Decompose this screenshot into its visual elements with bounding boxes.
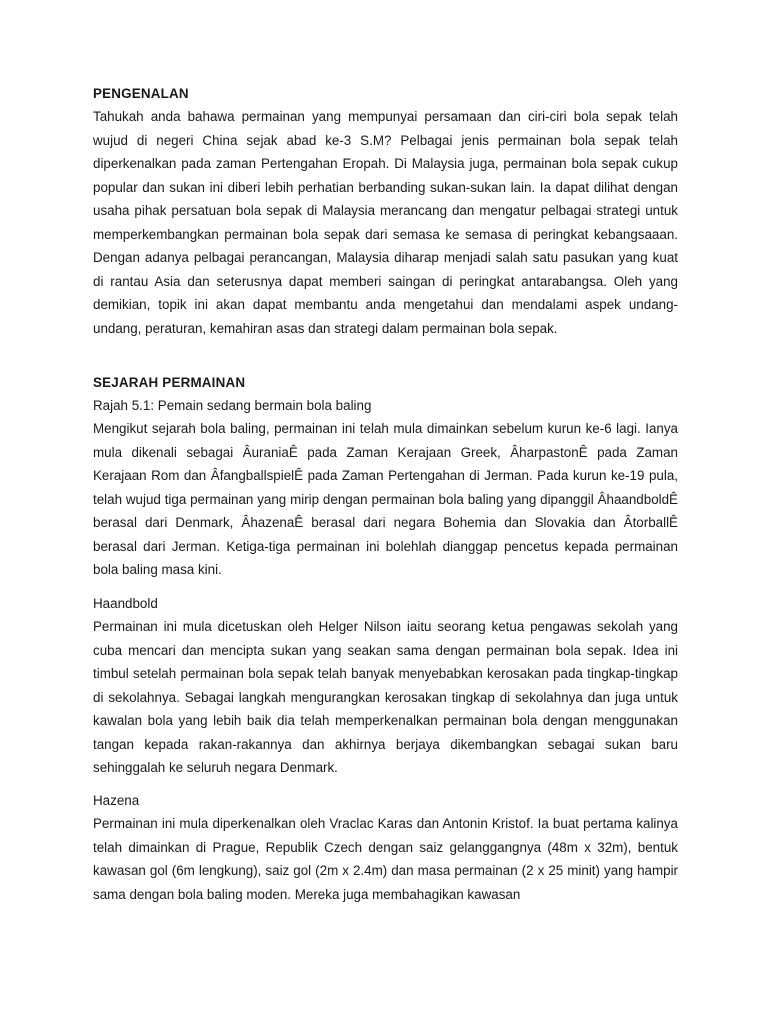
paragraph-sejarah: Mengikut sejarah bola baling, permainan ini telah mula dimainkan sebelum kurun ke-6 lagi. Ianya mula dikenali sebagai ÂuraniaÊ pada Zaman Kerajaan Greek, ÂharpastonÊ pada Zaman Kerajaan Rom dan ÂfangballspielÊ pada Zaman Pertengahan di Jerman. Pada kurun ke-19 pula, telah wujud tiga permainan yang mirip dengan permainan bola baling yang dipanggil ÂhaandboldÊ berasal dari Denmark, ÂhazenaÊ berasal dari negara Bohemia dan Slovakia dan ÂtorballÊ berasal dari Jerman. Ketiga-tiga permainan ini bolehlah dianggap pencetus kepada permainan bola baling masa kini. xyxy=(93,421,678,577)
figure-caption: Rajah 5.1: Pemain sedang bermain bola baling xyxy=(93,398,372,413)
paragraph-hazena: Permainan ini mula diperkenalkan oleh Vraclac Karas dan Antonin Kristof. Ia buat pertama kalinya telah dimainkan di Prague, Republik Czech dengan saiz gelanggangnya (48m x 32m), bentuk kawasan gol (6m lengkung), saiz gol (2m x 2.4m) dan masa permainan (2 x 25 minit) yang hampir sama dengan bola baling moden. Mereka juga membahagikan kawasan xyxy=(93,816,678,902)
paragraph-pengenalan: Tahukah anda bahawa permainan yang mempunyai persamaan dan ciri-ciri bola sepak telah wujud di negeri China sejak abad ke-3 S.M? Pelbagai jenis permainan bola sepak telah diperkenalkan pada zaman Pertengahan Eropah. Di Malaysia juga, permainan bola sepak cukup popular dan sukan ini diberi lebih perhatian berbanding sukan-sukan lain. Ia dapat dilihat dengan usaha pihak persatuan bola sepak di Malaysia merancang dan mengatur pelbagai strategi untuk memperkembangkan permainan bola sepak dari semasa ke semasa di peringkat kebangsaaan. Dengan adanya pelbagai perancangan, Malaysia diharap menjadi salah satu pasukan yang kuat di rantau Asia dan seterusnya dapat memberi saingan di peringkat antarabangsa. Oleh yang demikian, topik ini akan dapat membantu anda mengetahui dan mendalami aspek undang-undang, peraturan, kemahiran asas dan strategi dalam permainan bola sepak. xyxy=(93,109,678,336)
section-heading-pengenalan: PENGENALAN xyxy=(93,86,189,101)
section-heading-sejarah-permainan: SEJARAH PERMAINAN xyxy=(93,375,246,390)
subheading-hazena: Hazena xyxy=(93,793,140,808)
paragraph-haandbold: Permainan ini mula dicetuskan oleh Helger Nilson iaitu seorang ketua pengawas sekolah yang cuba mencari dan mencipta sukan yang seakan sama dengan permainan bola sepak. Idea ini timbul setelah permainan bola sepak telah banyak menyebabkan kerosakan pada tingkap-tingkap di sekolahnya. Sebagai langkah mengurangkan kerosakan tingkap di sekolahnya dan juga untuk kawalan bola yang lebih baik dia telah memperkenalkan permainan bola dengan menggunakan tangan kepada rakan-rakannya dan akhirnya berjaya dikembangkan sebagai sukan baru sehinggalah ke seluruh negara Denmark. xyxy=(93,619,678,775)
subheading-haandbold: Haandbold xyxy=(93,596,158,611)
